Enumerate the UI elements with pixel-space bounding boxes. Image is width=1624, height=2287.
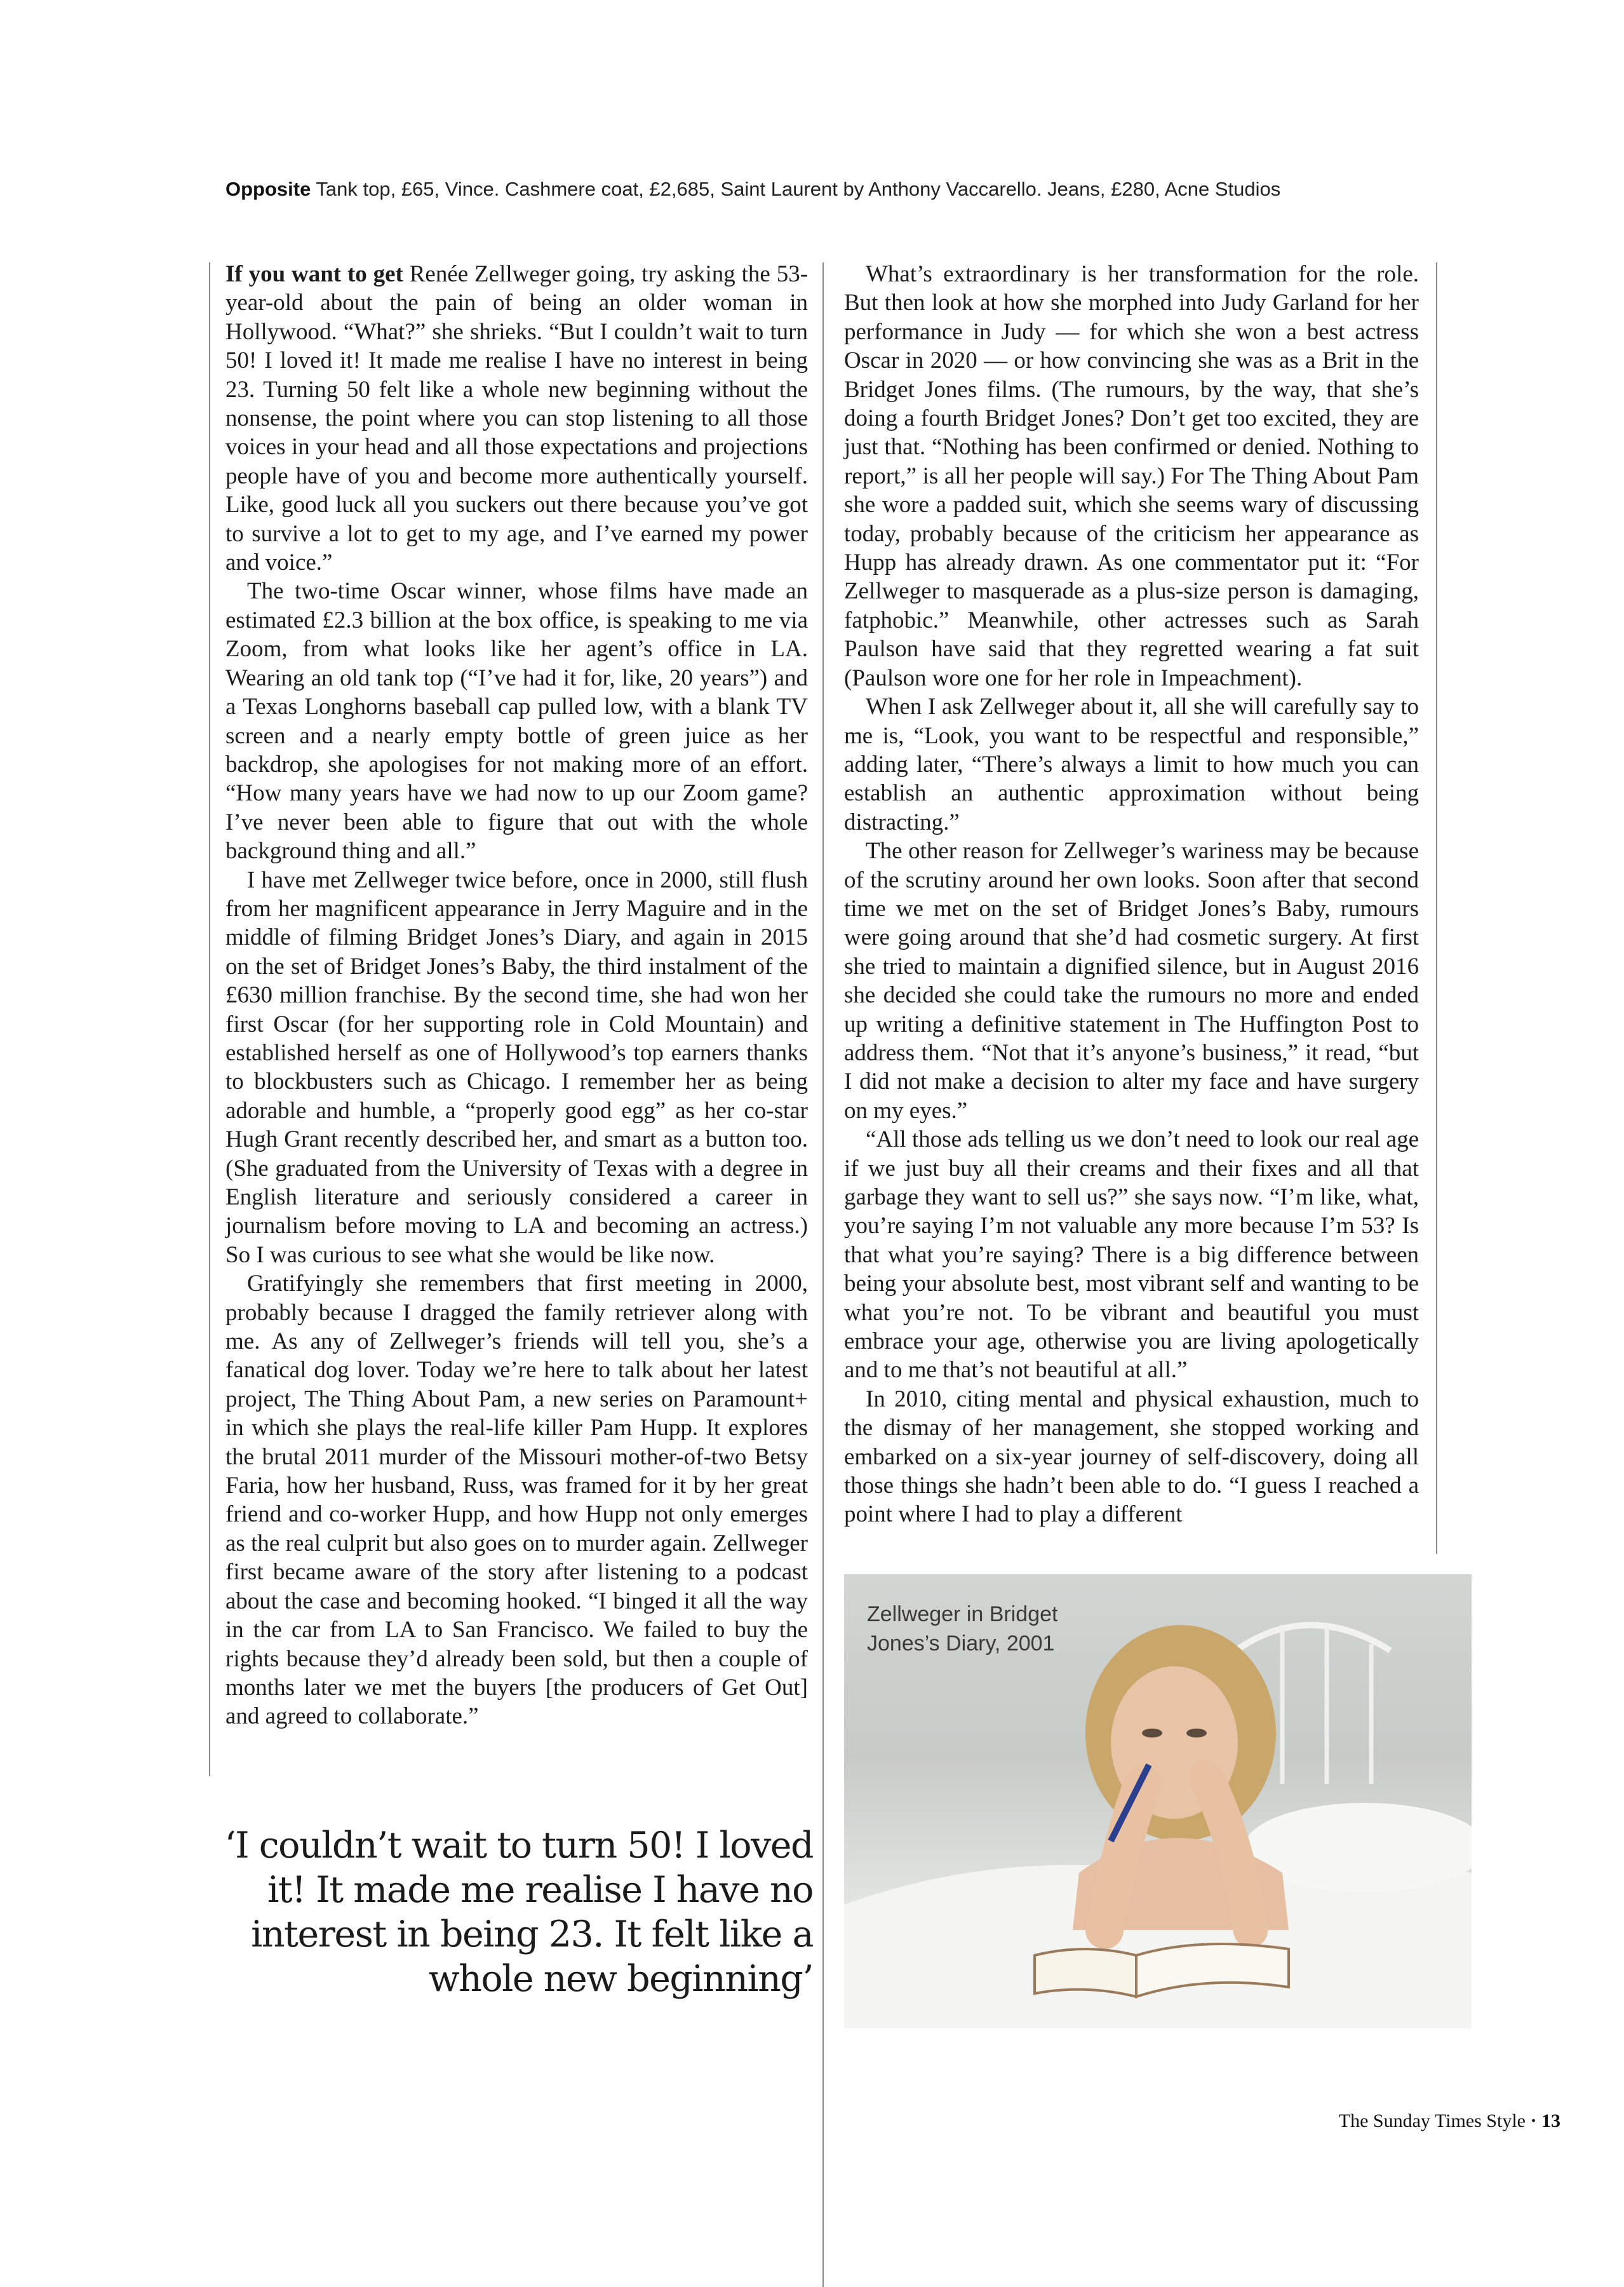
article-paragraph: I have met Zellweger twice before, once in 2000, still flush from her magnificent appearance in Jerry Maguire and in the middle of filming Bridget Jones’s Diary, and again in 2015 on the set of Bridget Jones’s Baby, the third instalment of the £630 million franchise. By the second time, she had won her first Oscar (for her supporting role in Cold Mountain) and established herself as one of Hollywood’s top earners thanks to blockbusters such as Chicago. I remember her as being adorable and humble, a “properly good egg” as her co-star Hugh Grant recently described her, and smart as a button too. (She graduated from the University of Texas with a degree in English literature and seriously considered a career in journalism before moving to LA and becoming an actress.) So I was curious to see what she would be like now. bbox=[225, 867, 808, 1268]
article-paragraph: The other reason for Zellweger’s wariness may be because of the scrutiny around her own looks. Soon after that second time we met on the set of Bridget Jones’s Baby, rumours were going around that she’d had cosmetic surgery. At first she tried to maintain a dignified silence, but in August 2016 she decided she could take the rumours no more and ended up writing a definitive statement in The Huffington Post to address them. “Not that it’s anyone’s business,” it read, “but I did not make a decision to alter my face and have surgery on my eyes.” bbox=[844, 838, 1419, 1124]
page-footer bbox=[1339, 2110, 1560, 2132]
pull-quote: ‘I couldn’t wait to turn 50! I loved it! It made me realise I have no interest in being 23. It felt like a whole new beginning’ bbox=[224, 1825, 813, 2000]
footer-separator: · bbox=[1530, 2110, 1537, 2131]
article-paragraph: What’s extraordinary is her transformation for the role. But then look at how she morphed into Judy Garland for her performance in Judy — for which she won a best actress Oscar in 2020 — or how convincing she was as a Brit in the Bridget Jones films. (The rumours, by the way, that she’s doing a fourth Bridget Jones? Don’t get too excited, they are just that. “Nothing has been confirmed or denied. Nothing to report,” is all her people will say.) For The Thing About Pam she wore a padded suit, which she seems wary of discussing today, probably because of the criticism her appearance as Hupp has already drawn. As one commentator put it: “For Zellweger to masquerade as a plus-size person is damaging, fatphobic.” Meanwhile, other actresses such as Sarah Paulson have said that they regretted wearing a fat suit (Paulson wore one for her role in Impeachment). bbox=[844, 261, 1419, 691]
article-paragraph: When I ask Zellweger about it, all she will carefully say to me is, “Look, you want to be respectful and responsible,” adding later, “There’s always a limit to how much you can establish an authentic approximation without being distracting.” bbox=[844, 694, 1419, 835]
article-paragraph: The two-time Oscar winner, whose films have made an estimated £2.3 billion at the box office, is speaking to me via Zoom, from what looks like her agent’s office in LA. Wearing an old tank top (“I’ve had it for, like, 20 years”) and a Texas Longhorns baseball cap pulled low, with a blank TV screen and a nearly empty bottle of green juice as her backdrop, she apologises for not making more of an effort. “How many years have we had now to up our Zoom game? I’ve never been able to figure that out with the whole background thing and all.” bbox=[225, 578, 808, 865]
photo-caption: Zellweger in Bridget Jones’s Diary, 2001 bbox=[867, 1602, 1058, 1656]
article-paragraph: Gratifyingly she remembers that first meeting in 2000, probably because I dragged the family retriever along with me. As any of Zellweger’s friends will tell you, she’s a fanatical dog lover. Today we’re here to talk about her latest project, The Thing About Pam, a new series on Paramount+ in which she plays the real-life killer Pam Hupp. It explores the brutal 2011 murder of the Missouri mother-of-two Betsy Faria, how her husband, Russ, was framed for it by her great friend and co-worker Hupp, and how Hupp not only emerges as the real culprit but also goes on to murder again. Zellweger first became aware of the story after listening to a podcast about the case and becoming hooked. “I binged it all the way in the car from LA to San Francisco. We failed to buy the rights because they’d already been sold, but then a couple of months later we met the buyers [the producers of Get Out] and agreed to collaborate.” bbox=[225, 1271, 808, 1730]
column-rule-right bbox=[1436, 262, 1437, 1554]
column-rule-middle bbox=[822, 262, 824, 2287]
article-column-2 bbox=[844, 260, 1419, 1553]
publication-name: The Sunday Times Style bbox=[1338, 2110, 1526, 2131]
article-paragraph: In 2010, citing mental and physical exhaustion, much to the dismay of her management, she stopped working and embarked on a six-year journey of self-discovery, doing all those things she hadn’t been able to do. “I guess I reached a point where I had to play a different bbox=[844, 1386, 1419, 1528]
photo-credit-caption bbox=[225, 177, 1508, 202]
caption-label: Opposite bbox=[225, 178, 311, 200]
caption-text: Tank top, £65, Vince. Cashmere coat, £2,685, Saint Laurent by Anthony Vaccarello. Jeans, £280, Acne Studios bbox=[316, 178, 1281, 200]
article-paragraph: If you want to get Renée Zellweger going, try asking the 53-year-old about the pain of being an older woman in Hollywood. “What?” she shrieks. “But I couldn’t wait to turn 50! I loved it! It made me realise I have no interest in being 23. Turning 50 felt like a whole new beginning without the nonsense, the point where you can stop listening to all those voices in your head and all those expectations and projections people have of you and become more authentically yourself. Like, good luck all you suckers out there because you’ve got to survive a lot to get to my age, and I’ve earned my power and voice.” bbox=[225, 261, 809, 576]
lead-in: If you want to get bbox=[225, 261, 403, 287]
column-rule-left bbox=[209, 262, 210, 1776]
film-still-photo bbox=[844, 1574, 1472, 2028]
article-column-1 bbox=[225, 260, 808, 1784]
article-paragraph: “All those ads telling us we don’t need to look our real age if we just buy all their creams and their fixes and all that garbage they want to sell us?” she says now. “I’m like, what, you’re saying I’m not valuable any more because I’m 53? Is that what you’re saying? There is a big difference between being your absolute best, most vibrant self and wanting to be what you’re not. To be vibrant and beautiful you must embrace your age, otherwise you are living apologetically and to me that’s not beautiful at all.” bbox=[844, 1126, 1419, 1384]
page-number: 13 bbox=[1541, 2110, 1560, 2131]
